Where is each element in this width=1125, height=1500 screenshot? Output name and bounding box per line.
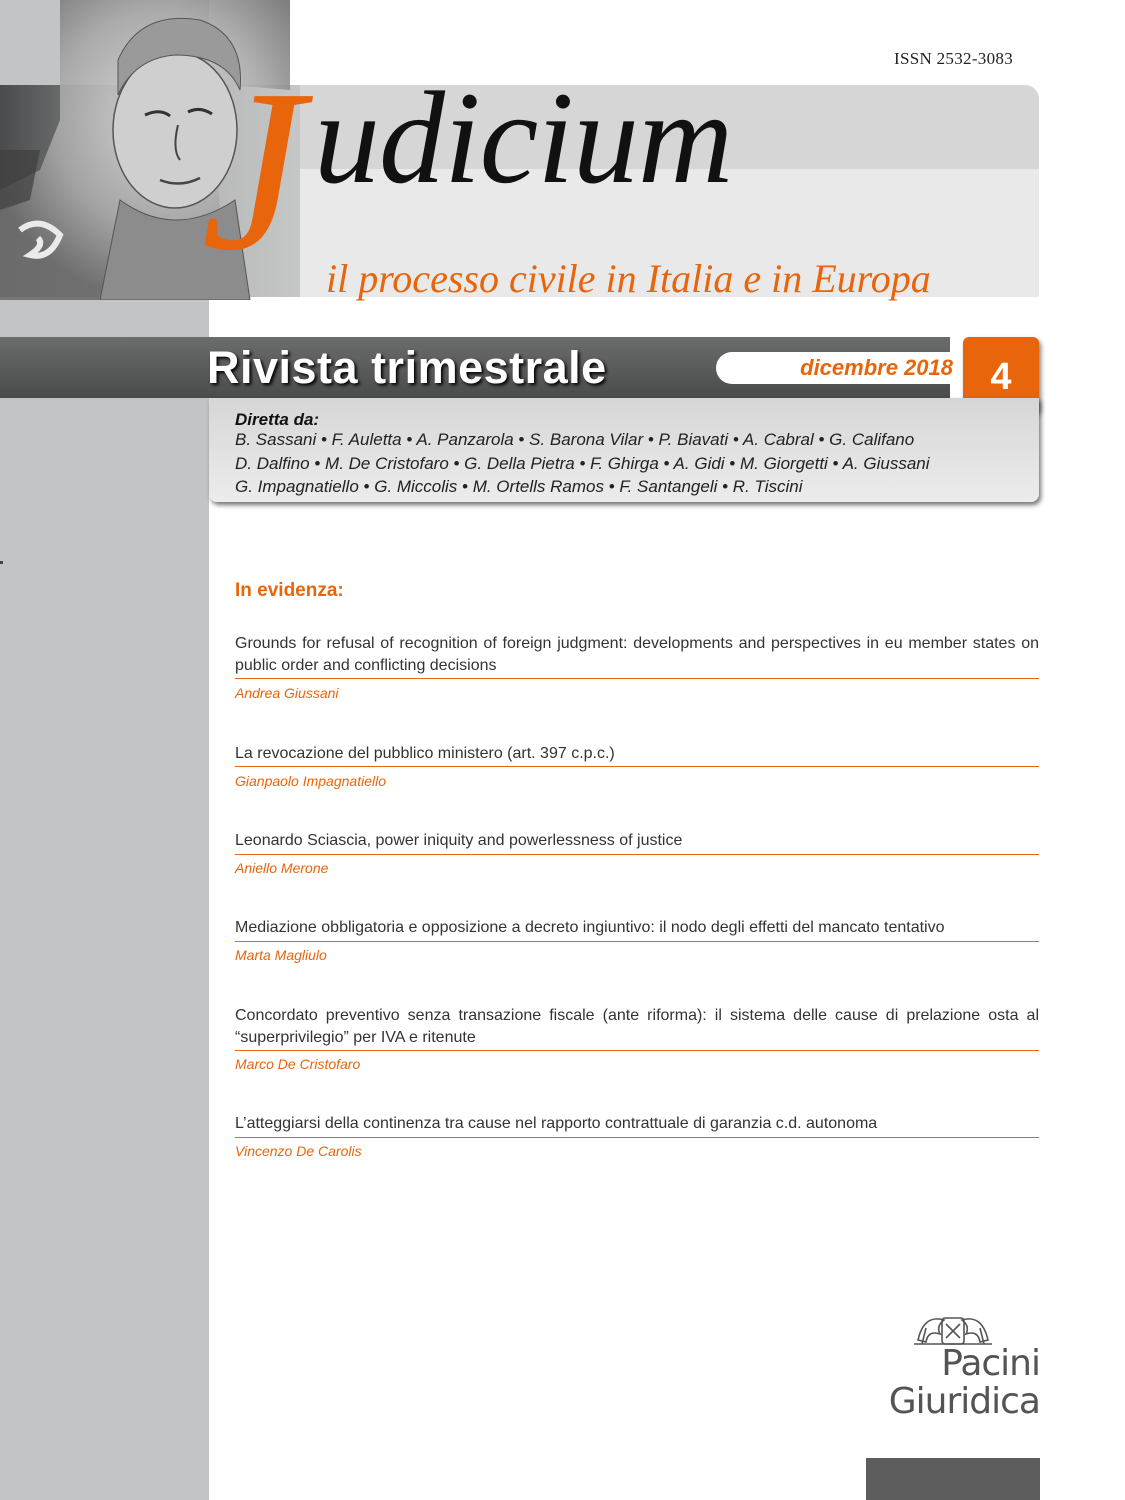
article-author: Marco De Cristofaro xyxy=(235,1056,361,1072)
article-divider xyxy=(235,678,1039,679)
publisher-name-line2: Giuridica xyxy=(888,1381,1040,1422)
article-title: Leonardo Sciascia, power iniquity and powerlessness of justice xyxy=(235,832,683,849)
publisher-name-line1: Pacini xyxy=(941,1343,1040,1384)
article-title: La revocazione del pubblico ministero (art. 397 c.p.c.) xyxy=(235,745,615,762)
article-title: Grounds for refusal of recognition of foreign judgment: developments and perspectives in eu member states on public order and conflicting decisions xyxy=(235,635,1039,674)
in-evidenza-heading: In evidenza: xyxy=(235,580,344,601)
article-author: Aniello Merone xyxy=(235,860,329,876)
issue-date: dicembre 2018 xyxy=(800,355,953,380)
article-divider xyxy=(235,1137,1039,1138)
article-divider xyxy=(235,1050,1039,1051)
article-author: Gianpaolo Impagnatiello xyxy=(235,773,386,789)
directors-line: D. Dalfino • M. De Cristofaro • G. Della Pietra • F. Ghirga • A. Gidi • M. Giorgetti • A. Giussani xyxy=(235,454,930,473)
banner-title: Rivista trimestrale xyxy=(207,342,607,393)
article-author: Marta Magliulo xyxy=(235,947,327,963)
journal-subtitle: il processo civile in Italia e in Europa xyxy=(326,256,931,301)
article-divider xyxy=(235,854,1039,855)
article-title: L’atteggiarsi della continenza tra cause nel rapporto contrattuale di garanzia c.d. autonoma xyxy=(235,1115,878,1132)
margin-mark xyxy=(0,561,3,564)
directors-line: G. Impagnatiello • G. Miccolis • M. Ortells Ramos • F. Santangeli • R. Tiscini xyxy=(235,477,803,496)
journal-title: udicium xyxy=(314,64,733,211)
article-author: Andrea Giussani xyxy=(235,685,339,701)
issue-number: 4 xyxy=(990,356,1012,398)
journal-title-initial: J xyxy=(201,42,304,299)
directors-line: B. Sassani • F. Auletta • A. Panzarola • S. Barona Vilar • P. Biavati • A. Cabral • G. Califano xyxy=(235,430,915,449)
article-author: Vincenzo De Carolis xyxy=(235,1143,362,1159)
article-title: Mediazione obbligatoria e opposizione a decreto ingiuntivo: il nodo degli effetti del mancato tentativo xyxy=(235,919,945,936)
issn-number: ISSN 2532-3083 xyxy=(894,49,1013,68)
article-divider xyxy=(235,941,1039,942)
article-title: Concordato preventivo senza transazione fiscale (ante riforma): il sistema delle cause di prelazione osta al “superprivilegio” per IVA e ritenute xyxy=(235,1007,1039,1046)
directors-heading: Diretta da: xyxy=(235,410,320,429)
bottom-gray-block xyxy=(866,1458,1040,1500)
article-divider xyxy=(235,766,1039,767)
